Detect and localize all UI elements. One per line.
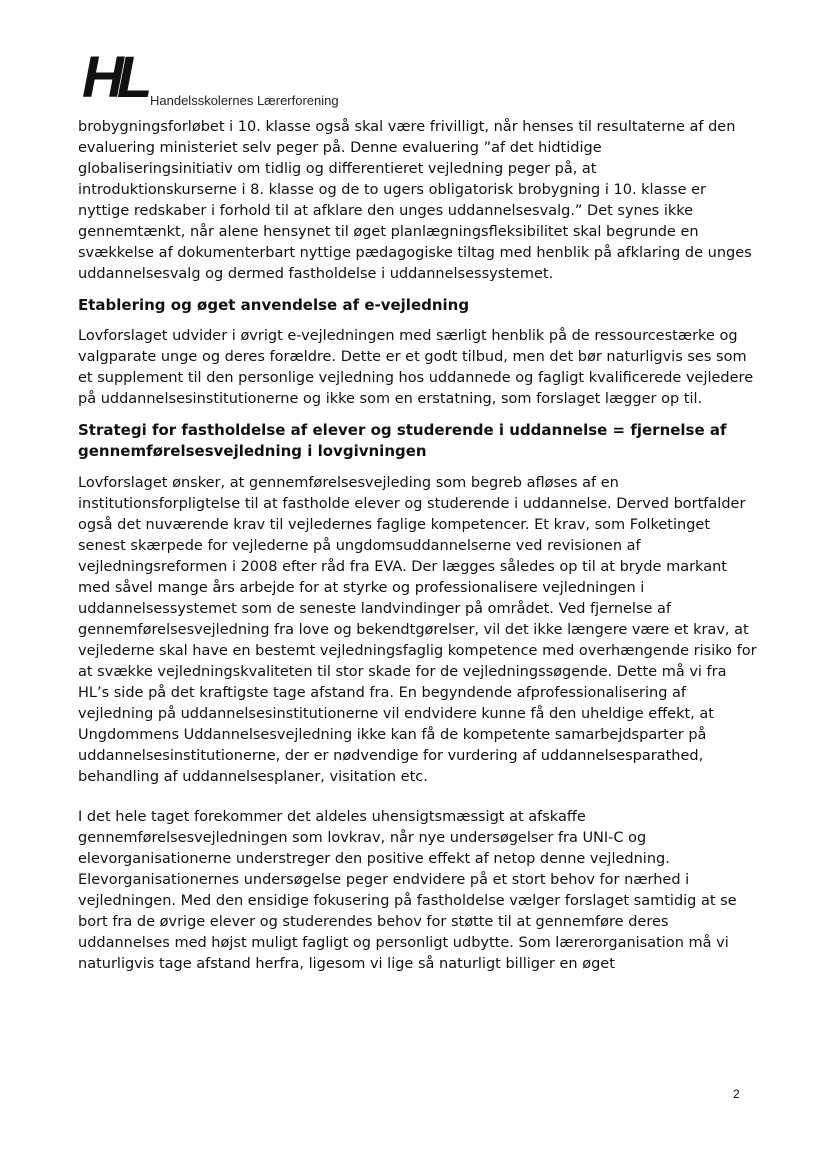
organization-name: Handelsskolernes Lærerforening — [150, 93, 339, 108]
heading-e-vejledning: Etablering og øget anvendelse af e-vejledning — [78, 296, 470, 314]
paragraph-e-vejledning: Lovforslaget udvider i øvrigt e-vejledningen med særligt henblik på de ressourcestærke og valgparate unge og deres forældre. Dette er et godt tilbud, men det bør naturligvis ses som et supplement til den personlige vejledning hos uddannede og fagligt kvalificerede vejledere på uddannelsesinstitutionerne og ikke som en erstatning, som forslaget lægger op til. — [78, 328, 754, 407]
heading-fastholdelse: Strategi for fastholdelse af elever og studerende i uddannelse = fjernelse af gennemførelsesvejledning i lovgivningen — [78, 421, 727, 460]
paragraph-brobygning: brobygningsforløbet i 10. klasse også skal være frivilligt, når henses til resultaterne af den evaluering ministeriet selv peger på. Denne evaluering ”af det hidtidige globaliseringsinitiativ om tidlig og differentieret vejledning peger på, at introduktionskurserne i 8. klasse og de to ugers obligatorisk brobygning i 10. klasse er nyttige redskaber i forhold til at afklare den unges uddannelsesvalg.” Det synes ikke gennemtænkt, når alene hensynet til øget planlægningsfleksibilitet skal begrunde en svækkelse af dokumenterbart nyttige pædagogiske tiltag med henblik på afklaring de unges uddannelsesvalg og dermed fastholdelse i uddannelsessystemet. — [78, 119, 752, 282]
page-number: 2 — [733, 1087, 740, 1101]
paragraph-gennemfoerelsesvejledning: Lovforslaget ønsker, at gennemførelsesvejleding som begreb afløses af en institutionsforpligtelse til at fastholde elever og studerende i uddannelse. Derved bortfalder også det nuværende krav til vejledernes faglige kompetencer. Et krav, som Folketinget senest skærpede for vejlederne på ungdomsuddannelserne ved revisionen af vejledningsreformen i 2008 efter råd fra EVA. Der lægges således op til at bryde markant med såvel mange års arbejde for at styrke og professionalisere vejledningen i uddannelsessystemet som de seneste landvindinger på området. Ved fjernelse af gennemførelsesvejledning fra love og bekendtgørelser, vil det ikke længere være et krav, at vejlederne skal have en bestemt vejledningsfaglig kompetence med overhængende risiko for at svække vejledningskvaliteten til stor skade for de vejledningssøgende. Dette må vi fra HL’s side på det kraftigste tage afstand fra. En begyndende afprofessionalisering af vejledning på uddannelsesinstitutionerne vil endvidere kunne få den uheldige effekt, at Ungdommens Uddannelsesvejledning ikke kan få de kompetente samarbejdsparter på uddannelsesinstitutionerne, der er nødvendige for vurdering af uddannelsesparathed, behandling af uddannelsesplaner, visitation etc. — [78, 475, 757, 785]
page-header — [82, 45, 482, 112]
hl-logo: HL — [82, 45, 146, 110]
document-body — [78, 117, 758, 975]
paragraph-lovkrav: I det hele taget forekommer det aldeles uhensigtsmæssigt at afskaffe gennemførelsesvejledningen som lovkrav, når nye undersøgelser fra UNI-C og elevorganisationerne understreger den positive effekt af netop denne vejledning. Elevorganisationernes undersøgelse peger endvidere på et stort behov for nærhed i vejledningen. Med den ensidige fokusering på fastholdelse vælger forslaget samtidig at se bort fra de øvrige elever og studerendes behov for støtte til at gennemføre deres uddannelses med højst muligt fagligt og personligt udbytte. Som lærerorganisation må vi naturligvis tage afstand herfra, ligesom vi lige så naturligt billiger en øget — [78, 809, 737, 972]
